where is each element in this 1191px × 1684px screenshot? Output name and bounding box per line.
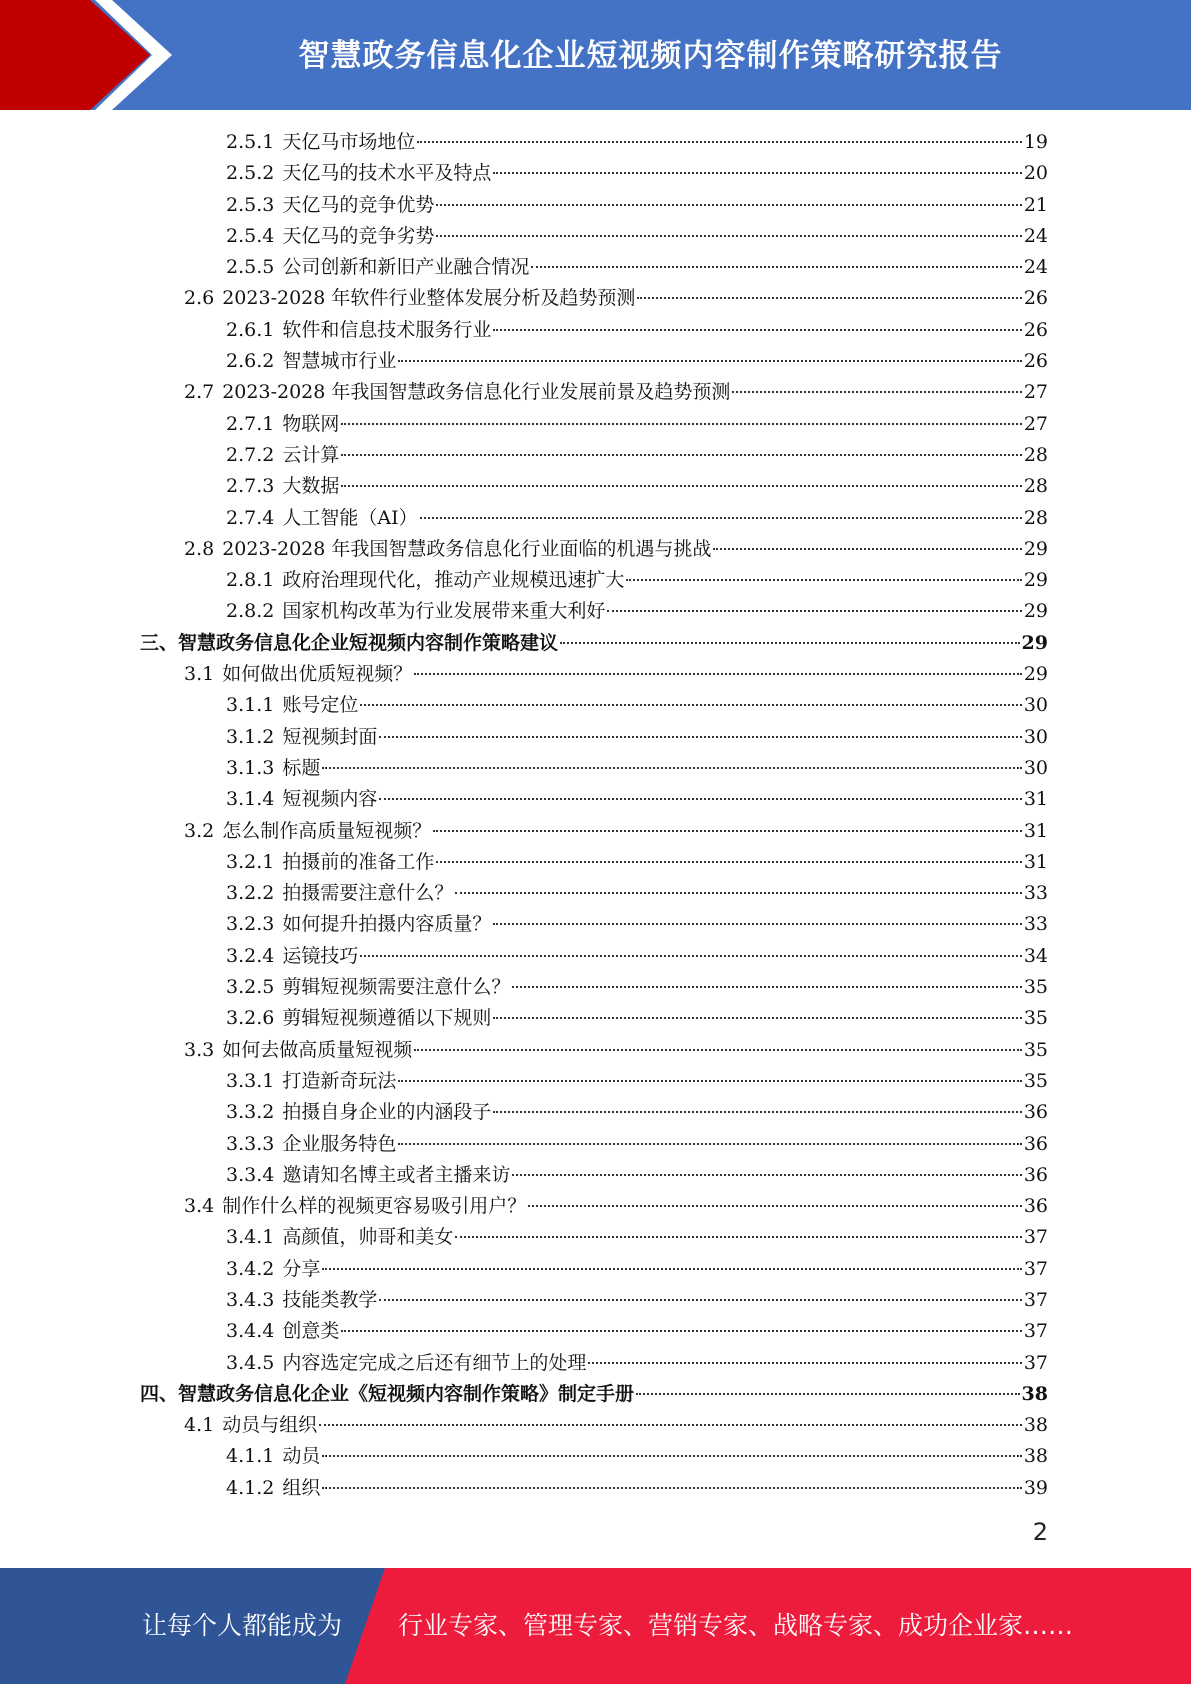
toc-leader-dots	[512, 1173, 1021, 1176]
toc-entry-page: 29	[1021, 631, 1048, 654]
toc-entry-page: 24	[1023, 224, 1048, 247]
toc-entry-page: 33	[1023, 882, 1048, 905]
toc-entry[interactable]	[140, 1473, 1048, 1504]
toc-entry-title: 2023-2028 年软件行业整体发展分析及趋势预测	[222, 287, 636, 310]
toc-entry[interactable]	[140, 628, 1048, 659]
toc-leader-dots	[414, 1048, 1022, 1051]
toc-leader-dots	[420, 516, 1022, 519]
toc-entry-number: 2.5.5	[226, 256, 275, 279]
toc-entry[interactable]	[140, 565, 1048, 596]
toc-entry-number: 3.1	[184, 663, 215, 686]
toc-entry-page: 30	[1023, 725, 1048, 748]
toc-leader-dots	[341, 422, 1021, 425]
toc-entry[interactable]	[140, 784, 1048, 815]
toc-entry-title: 剪辑短视频遵循以下规则	[282, 1007, 492, 1030]
toc-leader-dots	[732, 390, 1021, 393]
toc-entry-page: 24	[1023, 256, 1048, 279]
toc-entry-title: 2023-2028 年我国智慧政务信息化行业面临的机遇与挑战	[222, 537, 712, 560]
toc-leader-dots	[341, 453, 1021, 456]
toc-entry[interactable]	[140, 283, 1048, 314]
toc-entry-title: 天亿马的竞争劣势	[282, 224, 435, 247]
toc-entry[interactable]	[140, 909, 1048, 940]
toc-entry-title: 如何去做高质量短视频	[222, 1038, 413, 1061]
toc-entry-page: 26	[1023, 350, 1048, 373]
toc-leader-dots	[560, 641, 1020, 644]
toc-entry-title: 如何提升拍摄内容质量？	[282, 913, 492, 936]
toc-entry-page: 37	[1023, 1320, 1048, 1343]
toc-entry-title: 智慧政务信息化企业短视频内容制作策略建议	[178, 631, 559, 654]
toc-entry-title: 企业服务特色	[282, 1132, 397, 1155]
footer-slogan-right: 行业专家、管理专家、营销专家、战略专家、成功企业家……	[398, 1611, 1074, 1640]
toc-leader-dots	[493, 922, 1021, 925]
toc-entry[interactable]	[140, 1160, 1048, 1191]
toc-entry[interactable]	[140, 409, 1048, 440]
table-of-contents	[140, 127, 1048, 1504]
toc-entry[interactable]	[140, 1410, 1048, 1441]
toc-entry-number: 3.2.2	[226, 882, 275, 905]
toc-leader-dots	[379, 735, 1021, 738]
toc-entry-number: 2.8	[184, 537, 215, 560]
toc-entry[interactable]	[140, 972, 1048, 1003]
toc-entry-title: 软件和信息技术服务行业	[282, 318, 492, 341]
toc-entry-title: 短视频封面	[282, 725, 378, 748]
toc-leader-dots	[360, 703, 1021, 706]
toc-entry-page: 19	[1023, 131, 1048, 153]
toc-entry[interactable]	[140, 878, 1048, 909]
toc-entry-page: 35	[1023, 976, 1048, 999]
toc-entry-title: 拍摄前的准备工作	[282, 850, 435, 873]
toc-entry[interactable]	[140, 1003, 1048, 1034]
toc-leader-dots	[398, 1142, 1021, 1145]
toc-entry-title: 如何做出优质短视频？	[222, 663, 413, 686]
toc-entry-page: 37	[1023, 1351, 1048, 1374]
toc-entry-page: 30	[1023, 694, 1048, 717]
header-title: 智慧政务信息化企业短视频内容制作策略研究报告	[298, 38, 1003, 74]
toc-entry[interactable]	[140, 1285, 1048, 1316]
toc-entry-page: 31	[1023, 819, 1048, 842]
toc-leader-dots	[607, 609, 1021, 612]
toc-entry[interactable]	[140, 847, 1048, 878]
toc-entry-page: 36	[1023, 1101, 1048, 1124]
toc-entry-title: 剪辑短视频需要注意什么？	[282, 976, 511, 999]
page-number: 2	[1032, 1518, 1048, 1546]
toc-entry-page: 27	[1023, 381, 1048, 404]
toc-entry[interactable]	[140, 346, 1048, 377]
toc-entry-page: 29	[1023, 600, 1048, 623]
footer-slogan-left: 让每个人都能成为	[142, 1611, 343, 1640]
toc-entry[interactable]	[140, 440, 1048, 471]
toc-entry-title: 怎么制作高质量短视频？	[222, 819, 432, 842]
toc-entry-title: 拍摄需要注意什么？	[282, 882, 454, 905]
toc-entry-title: 运镜技巧	[282, 944, 359, 967]
toc-leader-dots	[512, 985, 1021, 988]
toc-entry-number: 2.6	[184, 287, 215, 310]
toc-entry-title: 技能类教学	[282, 1288, 378, 1311]
toc-entry[interactable]	[140, 158, 1048, 189]
toc-entry-page: 36	[1023, 1195, 1048, 1218]
toc-entry-number: 3.4.3	[226, 1288, 275, 1311]
toc-entry[interactable]	[140, 1097, 1048, 1128]
toc-entry[interactable]	[140, 1254, 1048, 1285]
toc-leader-dots	[322, 766, 1021, 769]
toc-entry-page: 35	[1023, 1038, 1048, 1061]
toc-entry-number: 3.4	[184, 1195, 215, 1218]
toc-leader-dots	[637, 296, 1021, 299]
toc-entry-number: 3.4.5	[226, 1351, 275, 1374]
toc-entry-number: 3.1.1	[226, 694, 275, 717]
toc-entry-number: 2.7.2	[226, 443, 275, 466]
toc-entry-title: 标题	[282, 756, 321, 779]
toc-entry-title: 天亿马市场地位	[282, 131, 416, 153]
toc-entry[interactable]	[140, 1441, 1048, 1472]
toc-entry-title: 物联网	[282, 412, 340, 435]
toc-entry[interactable]	[140, 315, 1048, 346]
toc-entry[interactable]	[140, 659, 1048, 690]
toc-entry-page: 38	[1023, 1445, 1048, 1468]
toc-leader-dots	[493, 171, 1021, 174]
toc-entry-page: 26	[1023, 318, 1048, 341]
toc-leader-dots	[493, 328, 1021, 331]
toc-entry[interactable]	[140, 252, 1048, 283]
toc-entry[interactable]	[140, 941, 1048, 972]
toc-entry-page: 26	[1023, 287, 1048, 310]
toc-entry-page: 29	[1023, 569, 1048, 592]
toc-leader-dots	[528, 1204, 1022, 1207]
toc-leader-dots	[360, 954, 1021, 957]
toc-entry-number: 2.5.4	[226, 224, 275, 247]
toc-entry-number: 3.2.3	[226, 913, 275, 936]
toc-leader-dots	[398, 1079, 1021, 1082]
toc-entry-page: 28	[1023, 475, 1048, 498]
toc-entry-page: 36	[1023, 1163, 1048, 1186]
toc-entry-title: 云计算	[282, 443, 340, 466]
toc-entry-number: 2.7.1	[226, 412, 275, 435]
toc-leader-dots	[417, 140, 1021, 143]
toc-entry-number: 4.1	[184, 1414, 215, 1437]
toc-entry-title: 动员与组织	[222, 1414, 318, 1437]
toc-entry-number: 2.5.3	[226, 193, 275, 216]
toc-leader-dots	[455, 891, 1021, 894]
toc-entry-number: 3.4.4	[226, 1320, 275, 1343]
toc-entry-number: 2.8.2	[226, 600, 275, 623]
toc-entry-title: 制作什么样的视频更容易吸引用户？	[222, 1195, 527, 1218]
toc-entry-number: 3.4.1	[226, 1226, 275, 1249]
toc-entry[interactable]	[140, 471, 1048, 502]
toc-entry-title: 国家机构改革为行业发展带来重大利好	[282, 600, 606, 623]
toc-entry-number: 3.3.3	[226, 1132, 275, 1155]
toc-entry-number: 2.8.1	[226, 569, 275, 592]
toc-entry-title: 组织	[282, 1476, 321, 1499]
toc-leader-dots	[414, 672, 1022, 675]
toc-entry[interactable]	[140, 596, 1048, 627]
toc-leader-dots	[436, 203, 1021, 206]
toc-leader-dots	[436, 860, 1021, 863]
toc-leader-dots	[322, 1454, 1021, 1457]
toc-leader-dots	[322, 1267, 1021, 1270]
toc-entry-number: 四、	[140, 1382, 179, 1405]
toc-entry[interactable]	[140, 190, 1048, 221]
toc-entry-number: 3.2.6	[226, 1007, 275, 1030]
toc-entry[interactable]	[140, 1191, 1048, 1222]
toc-entry-number: 3.2.1	[226, 850, 275, 873]
toc-entry-page: 37	[1023, 1226, 1048, 1249]
toc-entry-title: 分享	[282, 1257, 321, 1280]
toc-entry[interactable]	[140, 1222, 1048, 1253]
toc-entry-page: 34	[1023, 944, 1048, 967]
toc-entry-number: 2.5.2	[226, 162, 275, 185]
toc-entry-title: 高颜值，帅哥和美女	[282, 1226, 454, 1249]
toc-entry-number: 2.6.1	[226, 318, 275, 341]
toc-leader-dots	[531, 265, 1021, 268]
toc-entry-page: 28	[1023, 443, 1048, 466]
toc-entry[interactable]	[140, 1129, 1048, 1160]
toc-entry-title: 智慧城市行业	[282, 350, 397, 373]
toc-entry-number: 2.5.1	[226, 131, 275, 153]
page-header	[0, 0, 1191, 110]
toc-entry[interactable]	[140, 690, 1048, 721]
toc-leader-dots	[379, 797, 1021, 800]
toc-entry-number: 3.1.2	[226, 725, 275, 748]
toc-entry-page: 31	[1023, 850, 1048, 873]
toc-entry-number: 3.1.4	[226, 788, 275, 811]
toc-entry-title: 公司创新和新旧产业融合情况	[282, 256, 530, 279]
toc-leader-dots	[493, 1016, 1021, 1019]
toc-entry[interactable]	[140, 1066, 1048, 1097]
toc-leader-dots	[455, 1235, 1021, 1238]
toc-entry-title: 创意类	[282, 1320, 340, 1343]
toc-leader-dots	[322, 1486, 1021, 1489]
toc-entry-number: 2.7	[184, 381, 215, 404]
toc-leader-dots	[379, 1298, 1021, 1301]
toc-leader-dots	[341, 1329, 1021, 1332]
toc-entry-number: 3.3	[184, 1038, 215, 1061]
toc-entry-number: 2.7.3	[226, 475, 275, 498]
toc-entry-number: 三、	[140, 631, 179, 654]
toc-leader-dots	[433, 829, 1022, 832]
toc-entry-page: 20	[1023, 162, 1048, 185]
toc-entry[interactable]	[140, 534, 1048, 565]
toc-entry[interactable]	[140, 1316, 1048, 1347]
toc-entry-page: 36	[1023, 1132, 1048, 1155]
toc-entry-title: 政府治理现代化，推动产业规模迅速扩大	[282, 569, 625, 592]
toc-entry[interactable]	[140, 722, 1048, 753]
toc-entry-page: 37	[1023, 1257, 1048, 1280]
toc-entry-number: 3.3.4	[226, 1163, 275, 1186]
toc-entry-title: 2023-2028 年我国智慧政务信息化行业发展前景及趋势预测	[222, 381, 731, 404]
toc-entry-number: 3.2.5	[226, 976, 275, 999]
toc-entry-number: 2.7.4	[226, 506, 275, 529]
toc-entry-number: 3.4.2	[226, 1257, 275, 1280]
toc-leader-dots	[713, 547, 1021, 550]
toc-entry-page: 30	[1023, 756, 1048, 779]
toc-entry[interactable]	[140, 1035, 1048, 1066]
toc-entry-title: 邀请知名博主或者主播来访	[282, 1163, 511, 1186]
toc-entry[interactable]	[140, 127, 1048, 158]
toc-entry-page: 35	[1023, 1069, 1048, 1092]
toc-entry-title: 拍摄自身企业的内涵段子	[282, 1101, 492, 1124]
toc-entry-page: 29	[1023, 537, 1048, 560]
toc-entry-title: 短视频内容	[282, 788, 378, 811]
toc-leader-dots	[398, 359, 1021, 362]
toc-leader-dots	[493, 1110, 1021, 1113]
toc-entry[interactable]	[140, 377, 1048, 408]
toc-entry-number: 4.1.2	[226, 1476, 275, 1499]
toc-entry-title: 天亿马的竞争优势	[282, 193, 435, 216]
toc-entry-page: 28	[1023, 506, 1048, 529]
toc-entry-page: 38	[1021, 1382, 1048, 1405]
toc-entry-number: 4.1.1	[226, 1445, 275, 1468]
toc-entry-title: 内容选定完成之后还有细节上的处理	[282, 1351, 587, 1374]
toc-entry-page: 27	[1023, 412, 1048, 435]
toc-leader-dots	[436, 234, 1021, 237]
toc-leader-dots	[588, 1361, 1021, 1364]
toc-entry[interactable]	[140, 1379, 1048, 1410]
toc-entry-title: 天亿马的技术水平及特点	[282, 162, 492, 185]
toc-leader-dots	[341, 484, 1021, 487]
toc-entry-page: 35	[1023, 1007, 1048, 1030]
toc-leader-dots	[319, 1423, 1022, 1426]
toc-entry-number: 3.2	[184, 819, 215, 842]
toc-entry-number: 3.3.2	[226, 1101, 275, 1124]
toc-entry-title: 账号定位	[282, 694, 359, 717]
toc-entry-title: 打造新奇玩法	[282, 1069, 397, 1092]
toc-entry-number: 2.6.2	[226, 350, 275, 373]
toc-entry[interactable]	[140, 753, 1048, 784]
toc-entry-number: 3.1.3	[226, 756, 275, 779]
toc-entry-page: 31	[1023, 788, 1048, 811]
toc-entry-number: 3.3.1	[226, 1069, 275, 1092]
toc-entry-title: 人工智能（AI）	[282, 506, 418, 529]
toc-entry-page: 29	[1023, 663, 1048, 686]
toc-entry-page: 37	[1023, 1288, 1048, 1311]
toc-entry-title: 智慧政务信息化企业《短视频内容制作策略》制定手册	[178, 1382, 635, 1405]
toc-entry[interactable]	[140, 816, 1048, 847]
toc-entry[interactable]	[140, 1348, 1048, 1379]
toc-entry-title: 动员	[282, 1445, 321, 1468]
toc-entry-page: 39	[1023, 1476, 1048, 1499]
page-footer	[0, 1568, 1191, 1684]
toc-entry-title: 大数据	[282, 475, 340, 498]
toc-leader-dots	[636, 1392, 1020, 1395]
toc-entry-page: 21	[1023, 193, 1048, 216]
toc-leader-dots	[626, 578, 1021, 581]
toc-entry[interactable]	[140, 221, 1048, 252]
toc-entry-page: 38	[1023, 1414, 1048, 1437]
toc-entry-page: 33	[1023, 913, 1048, 936]
toc-entry[interactable]	[140, 503, 1048, 534]
toc-entry-number: 3.2.4	[226, 944, 275, 967]
